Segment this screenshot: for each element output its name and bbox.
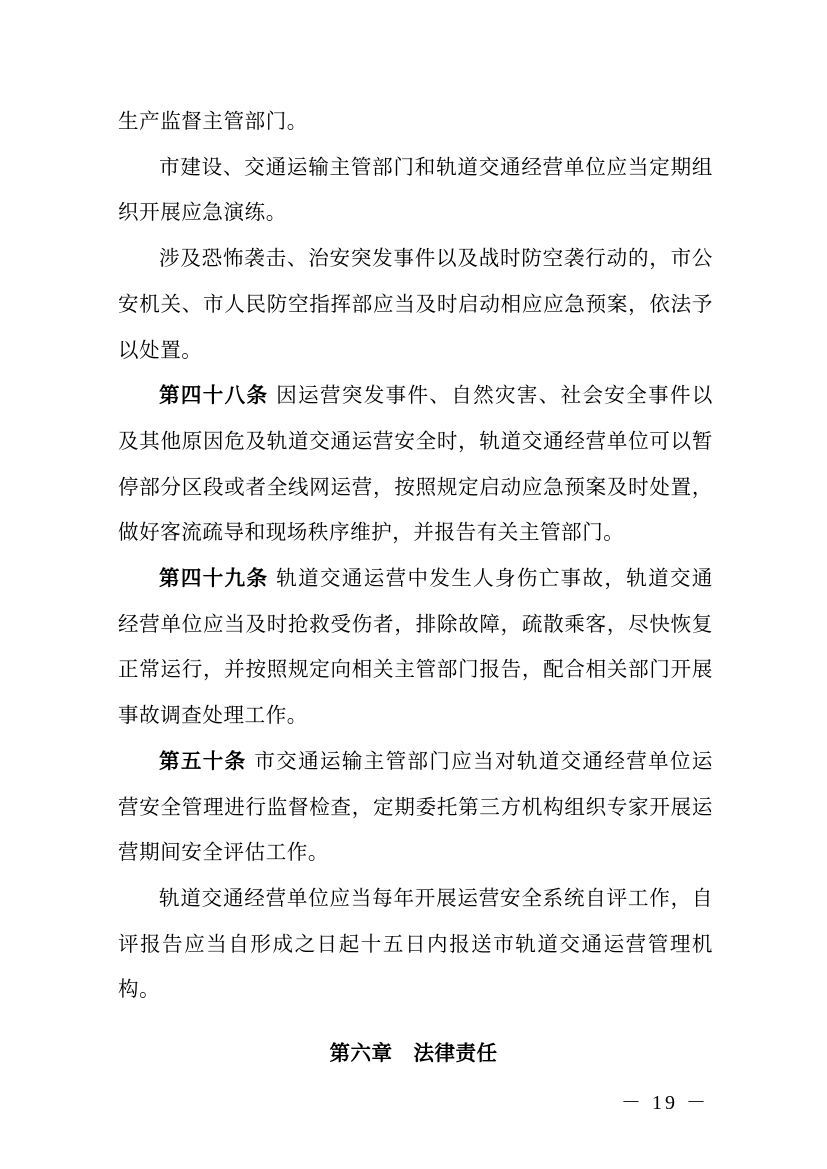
article-50-text: 市交通运输主管部门应当对轨道交通经营单位运营安全管理进行监督检查，定期委托第三方机构组织专家开展运营期间安全评估工作。 (118, 748, 713, 865)
document-body (118, 99, 713, 1013)
chapter-title: 第六章 法律责任 (329, 1041, 498, 1065)
paragraph-1-text: 生产监督主管部门。 (118, 109, 308, 133)
article-50-title: 第五十条 (159, 748, 247, 773)
paragraph-3-text: 涉及恐怖袭击、治安突发事件以及战时防空袭行动的，市公安机关、市人民防空指挥部应当及时启动相应应急预案，依法予以处置。 (118, 246, 713, 362)
article-49-title: 第四十九条 (159, 566, 269, 591)
article-49 (118, 556, 713, 739)
article-49-text: 轨道交通运营中发生人身伤亡事故，轨道交通经营单位应当及时抢救受伤者，排除故障，疏散乘客，尽快恢复正常运行，并按照规定向相关主管部门报告，配合相关部门开展事故调查处理工作。 (118, 566, 714, 728)
paragraph-7-text: 轨道交通经营单位应当每年开展运营安全系统自评工作，自评报告应当自形成之日起十五日内报送市轨道交通运营管理机构。 (118, 885, 713, 1002)
paragraph-2-text: 市建设、交通运输主管部门和轨道交通经营单位应当定期组织开展应急演练。 (118, 154, 713, 225)
paragraph-2 (118, 145, 713, 236)
paragraph-7 (118, 876, 713, 1013)
paragraph-3 (118, 236, 713, 373)
article-50 (118, 739, 713, 876)
paragraph-1 (118, 99, 713, 145)
page-number: － 19 － (621, 1092, 709, 1114)
article-48-title: 第四十八条 (159, 383, 269, 408)
article-48 (118, 373, 713, 556)
article-48-text: 因运营突发事件、自然灾害、社会安全事件以及其他原因危及轨道交通运营安全时，轨道交通经营单位可以暂停部分区段或者全线网运营，按照规定启动应急预案及时处置，做好客流疏导和现场秩序维护，并报告有关主管部门。 (118, 383, 714, 545)
